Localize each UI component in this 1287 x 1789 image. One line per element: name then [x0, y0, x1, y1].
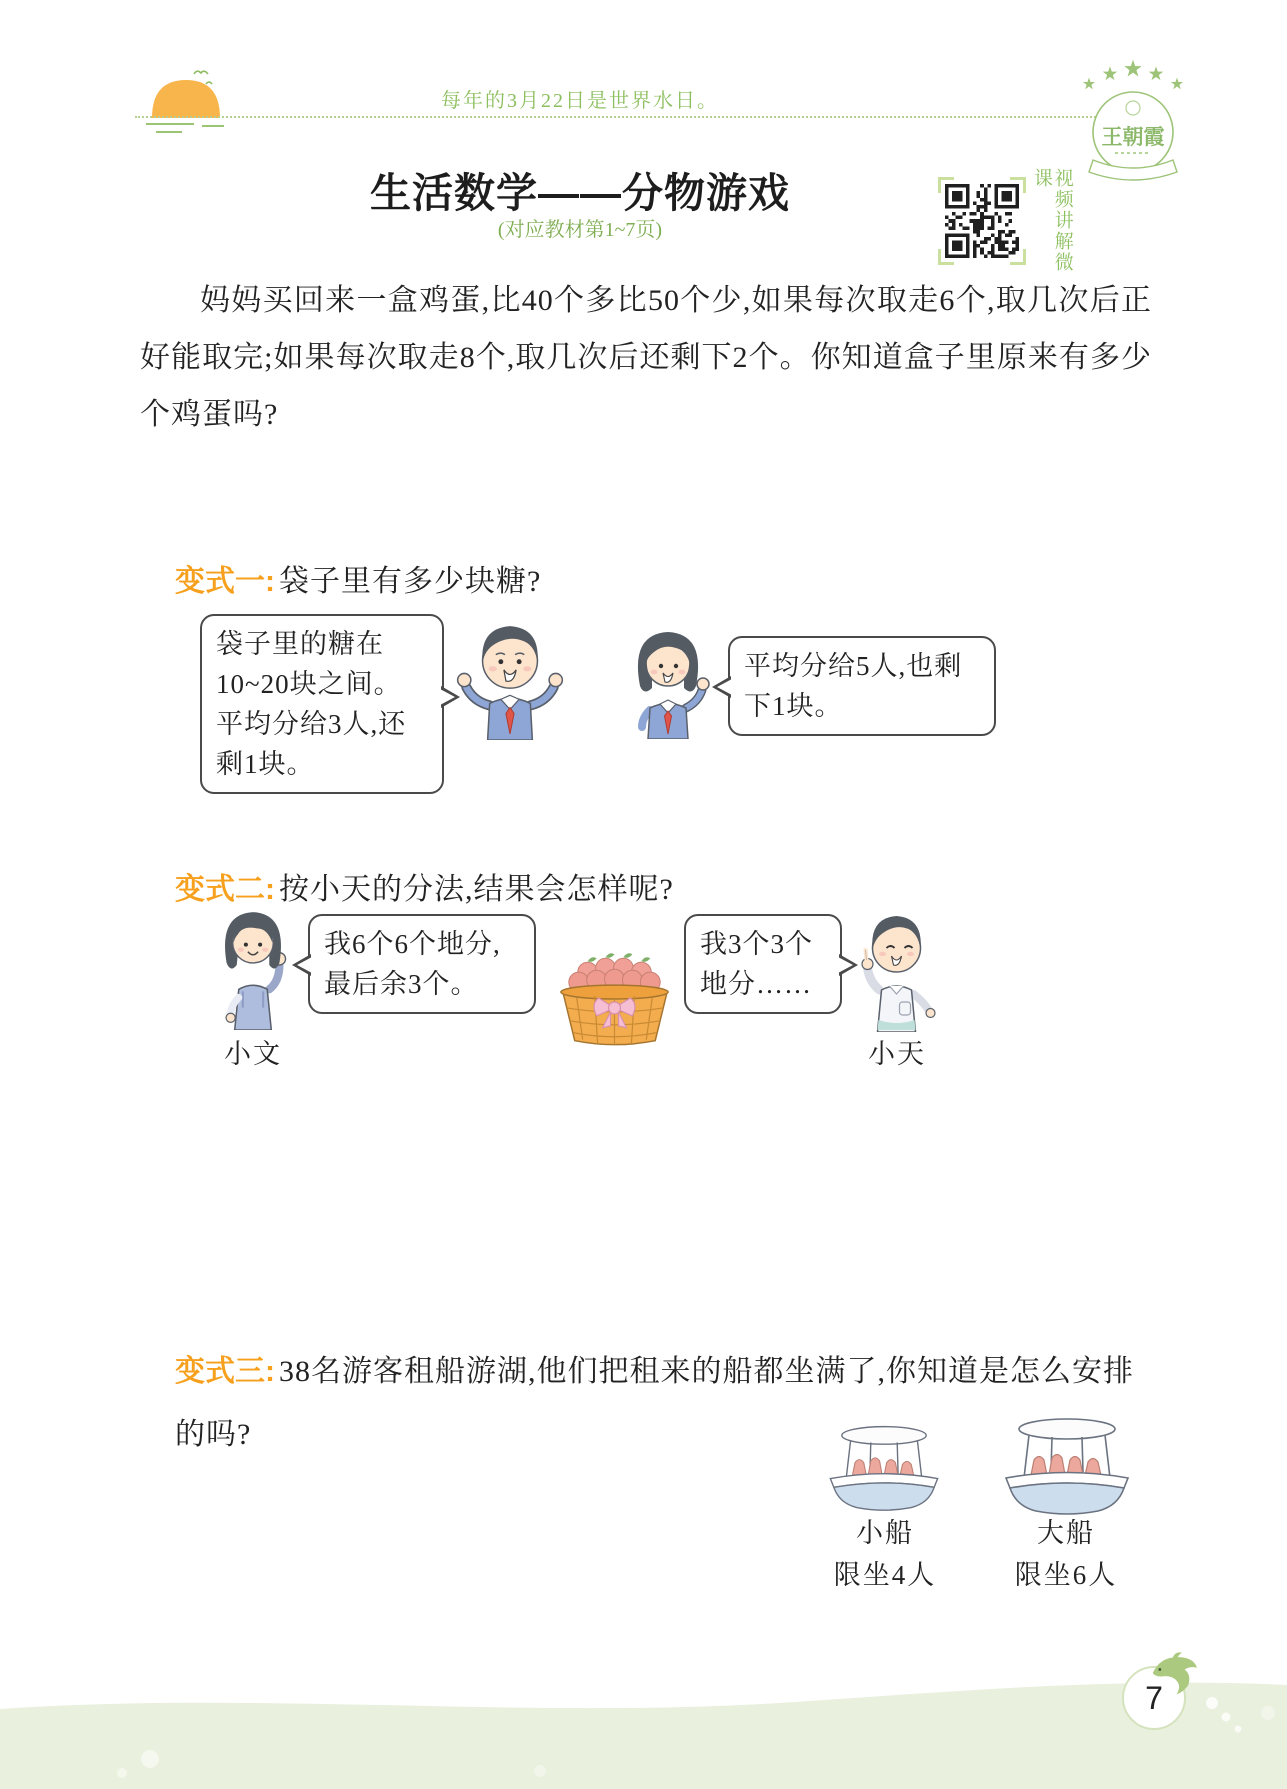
small-boat-illustration [818, 1424, 950, 1519]
variation2-heading [175, 864, 674, 908]
variation1-label: 变式一: [175, 565, 275, 598]
variation2-label: 变式二: [175, 873, 275, 906]
variation3-question: 38名游客租船游湖,他们把租来的船都坐满了,你知道是怎么安排的吗? [175, 1355, 1134, 1451]
small-boat-caption [790, 1512, 980, 1596]
xiaowen-speech-bubble [308, 914, 536, 1014]
variation1-right-speech-bubble [728, 636, 996, 736]
intro-problem-text: 妈妈买回来一盒鸡蛋,比40个多比50个少,如果每次取走6个,取几次后正好能取完;如果每次取走8个,取几次后还剩下2个。你知道盒子里原来有多少个鸡蛋吗? [140, 284, 1152, 431]
speech-bubble-tail [712, 676, 731, 698]
small-boat-capacity: 限坐4人 [833, 1560, 937, 1590]
xiaotian-name-label: 小天 [868, 1039, 926, 1069]
dolphin-icon [1146, 1650, 1202, 1696]
big-boat-caption [966, 1512, 1166, 1596]
xiaotian-speech-bubble [684, 914, 842, 1014]
variation1-left-speech-bubble [200, 614, 444, 794]
page-title: 生活数学——分物游戏 [370, 170, 790, 216]
xiaowen-bubble-text: 我6个6个地分,最后余3个。 [324, 929, 501, 999]
speech-bubble-tail [292, 954, 311, 976]
small-boat-name: 小船 [856, 1518, 914, 1548]
qr-caption: 视频讲解微课 [1030, 168, 1073, 273]
dotted-divider [135, 116, 1155, 118]
qr-code [938, 177, 1026, 265]
logo-text: 王朝霞 [1101, 126, 1165, 149]
variation1-heading [175, 556, 541, 600]
girl-xiaowen-illustration [212, 906, 294, 1030]
boy-illustration [452, 616, 568, 740]
xiaotian-bubble-text: 我3个3个地分…… [700, 929, 813, 999]
page-subtitle: (对应教材第1~7页) [497, 219, 663, 241]
page-number: 7 [1145, 1679, 1163, 1716]
big-boat-illustration [992, 1416, 1142, 1524]
variation2-question: 按小天的分法,结果会怎样呢? [279, 873, 674, 906]
footer-wave [0, 1659, 1287, 1789]
big-boat-capacity: 限坐6人 [1014, 1560, 1118, 1590]
header-note: 每年的3月22日是世界水日。 [441, 90, 719, 112]
big-boat-name: 大船 [1037, 1518, 1095, 1548]
xiaowen-name-label: 小文 [224, 1039, 282, 1069]
variation3-label: 变式三: [175, 1355, 275, 1388]
girl-illustration [618, 624, 718, 739]
variation1-right-bubble-text: 平均分给5人,也剩下1块。 [744, 651, 963, 721]
qr-code-modules [945, 184, 1019, 258]
boy-xiaotian-illustration [852, 904, 940, 1032]
variation1-question: 袋子里有多少块糖? [279, 565, 542, 598]
variation1-left-bubble-text: 袋子里的糖在10~20块之间。平均分给3人,还剩1块。 [216, 629, 407, 779]
fruit-basket-illustration [543, 948, 687, 1048]
